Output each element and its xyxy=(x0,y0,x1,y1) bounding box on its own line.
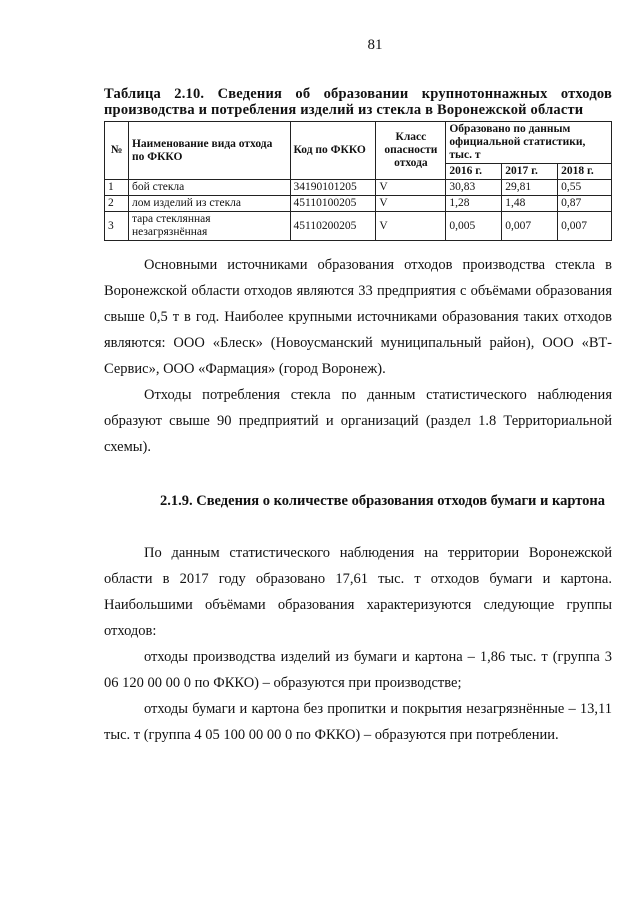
row-num: 3 xyxy=(105,212,129,241)
body-text-bottom xyxy=(104,540,612,748)
row-num: 2 xyxy=(105,196,129,212)
paragraph: отходы бумаги и картона без пропитки и покрытия незагрязнённые – 13,11 тыс. т (группа 4 05 100 00 00 0 по ФККО) – образуются при потреблении. xyxy=(104,701,612,743)
row-num: 1 xyxy=(105,180,129,196)
row-class: V xyxy=(376,212,446,241)
table-row xyxy=(105,196,612,212)
row-value-2016: 30,83 xyxy=(446,180,502,196)
row-value-2016: 1,28 xyxy=(446,196,502,212)
header-stats: Образовано по данным официальной статистики, тыс. т xyxy=(446,122,612,164)
header-year-2017: 2017 г. xyxy=(502,164,558,180)
paragraph: По данным статистического наблюдения на территории Воронежской области в 2017 году образовано 17,61 тыс. т отходов бумаги и картона. Наибольшими объёмами образования характеризуются следующие группы отходов: xyxy=(104,545,612,639)
header-class: Класс опасности отхода xyxy=(376,122,446,180)
header-year-2016: 2016 г. xyxy=(446,164,502,180)
row-value-2018: 0,55 xyxy=(558,180,612,196)
paragraph: Отходы потребления стекла по данным статистического наблюдения образуют свыше 90 предприятий и организаций (раздел 1.8 Территориальной схемы). xyxy=(104,387,612,455)
paragraph: Основными источниками образования отходов производства стекла в Воронежской области отходов являются 33 предприятия с объёмами образования свыше 0,5 т в год. Наиболее крупными источниками образования таких отходов являются: ООО «Блеск» (Новоусманский муниципальный район), ООО «ВТ-Сервис», ООО «Фармация» (город Воронеж). xyxy=(104,257,612,377)
row-code: 34190101205 xyxy=(290,180,376,196)
paragraph: отходы производства изделий из бумаги и картона – 1,86 тыс. т (группа 3 06 120 00 00 0 по ФККО) – образуются при производстве; xyxy=(104,649,612,691)
row-value-2018: 0,87 xyxy=(558,196,612,212)
header-year-2018: 2018 г. xyxy=(558,164,612,180)
body-text-top xyxy=(104,252,612,460)
row-name: тара стеклянная незагрязнённая xyxy=(128,212,290,241)
row-value-2017: 1,48 xyxy=(502,196,558,212)
header-num: № xyxy=(105,122,129,180)
row-value-2017: 0,007 xyxy=(502,212,558,241)
row-class: V xyxy=(376,196,446,212)
table-caption: Таблица 2.10. Сведения об образовании крупнотоннажных отходов производства и потребления изделий из стекла в Воронежской области xyxy=(104,86,612,118)
row-name: бой стекла xyxy=(128,180,290,196)
row-value-2016: 0,005 xyxy=(446,212,502,241)
header-code: Код по ФККО xyxy=(290,122,376,180)
header-name: Наименование вида отхода по ФККО xyxy=(128,122,290,180)
waste-glass-table xyxy=(104,121,612,241)
row-code: 45110100205 xyxy=(290,196,376,212)
section-heading: 2.1.9. Сведения о количестве образования отходов бумаги и картона xyxy=(160,493,606,509)
row-name: лом изделий из стекла xyxy=(128,196,290,212)
table-row xyxy=(105,212,612,241)
page-number: 81 xyxy=(367,37,383,53)
row-code: 45110200205 xyxy=(290,212,376,241)
row-value-2017: 29,81 xyxy=(502,180,558,196)
row-class: V xyxy=(376,180,446,196)
row-value-2018: 0,007 xyxy=(558,212,612,241)
table-row xyxy=(105,180,612,196)
